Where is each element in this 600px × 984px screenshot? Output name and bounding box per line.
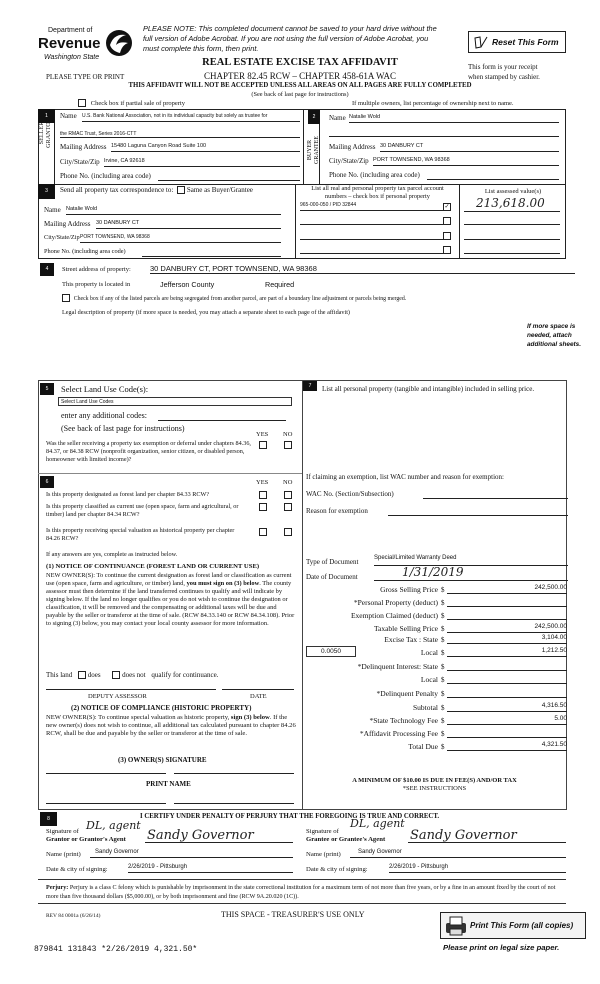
doc-type-label: Type of Document — [306, 558, 359, 566]
buyer-phone-field[interactable] — [427, 171, 559, 180]
local-rate-field[interactable]: 0.0050 — [306, 646, 356, 657]
owner-print-name-1[interactable] — [46, 798, 166, 804]
amount-row-gross: Gross Selling Price $ 242,500.00 — [380, 584, 567, 594]
section-8-badge: 8 — [40, 812, 57, 826]
assessed-value-2[interactable] — [464, 216, 560, 225]
notice-continuance-title: (1) NOTICE OF CONTINUANCE (FOREST LAND OR CURRENT USE) — [46, 563, 260, 570]
treasurer-use-label: THIS SPACE - TREASURER'S USE ONLY — [221, 910, 365, 919]
dor-swirl-icon — [104, 27, 134, 59]
logo-state: Washington State — [44, 54, 100, 61]
assessed-header: List assessed value(s) — [484, 188, 542, 195]
s5-no-header: NO — [283, 431, 293, 438]
segregated-checkbox[interactable] — [62, 294, 70, 302]
assessed-value-1[interactable]: 213,618.00 — [464, 196, 560, 212]
historic-yes-checkbox[interactable] — [259, 528, 267, 536]
type-or-print: PLEASE TYPE OR PRINT — [46, 73, 125, 81]
amount-row-taxable: Taxable Selling Price $ 242,500.00 — [373, 623, 567, 633]
land-use-heading: Select Land Use Code(s): — [61, 384, 149, 394]
forest-no-checkbox[interactable] — [284, 491, 292, 499]
corr-mailing-label: Mailing Address — [44, 220, 91, 228]
street-field[interactable]: 30 DANBURY CT, PORT TOWNSEND, WA 98368 — [150, 264, 575, 274]
section-5-badge: 5 — [40, 383, 54, 395]
grantor-sig-label: Signature of Grantor or Grantor's Agent — [46, 828, 126, 843]
grantee-sig-label: Signature of Grantee or Grantee's Agent — [306, 828, 386, 843]
section-3-badge: 3 — [38, 184, 55, 199]
receipt-note-1: This form is your receipt — [468, 63, 538, 71]
seller-city-field[interactable]: Irvine, CA 92618 — [104, 158, 300, 167]
exemption-heading: If claiming an exemption, list WAC number and reason for exemption: — [306, 473, 504, 481]
corr-city-label: City/State/Zip — [44, 234, 80, 241]
amount-row-tech-fee: *State Technology Fee $ 5.00 — [369, 715, 567, 725]
grantor-name-field[interactable]: Sandy Governor — [90, 849, 293, 858]
exemption-yes-checkbox[interactable] — [259, 441, 267, 449]
legal-description-label: Legal description of property (if more space is needed, you may attach a separate sheet to each page of the affidavit) — [62, 309, 350, 316]
notice-continuance-text: NEW OWNER(S): To continue the current designation as forest land or classification as current use (open space, farm and agriculture, or timber) land, you must sign on (3) below. The county assessor must then determine if the land transferred continues to qualify and will indicate by signing below. If the land no longer qualifies or you do not wish to continue the designation or classification, it will be removed and the compensating or additional taxes will be due and payable by the seller or transferor at the time of sale. (RCW 84.33.140 or RCW 84.34.108). Prior to signing (3) below, you may contact your local county assessor for more information. — [46, 572, 295, 627]
wac-field[interactable] — [423, 490, 568, 499]
owner-signature-field-2[interactable] — [174, 768, 294, 774]
grantee-name-field[interactable]: Sandy Governor — [350, 849, 566, 858]
amount-row-delinq-interest-state: *Delinquent Interest: State $ — [300, 661, 570, 671]
amount-row-excise-state: Excise Tax : State $ 3,104.00 — [384, 634, 567, 644]
assessed-value-3[interactable] — [464, 231, 560, 240]
historic-question: Is this property receiving special valuation as historical property per chapter 84.26 RCW? — [46, 527, 235, 542]
parties-divider-v — [303, 109, 304, 184]
required-note: Required — [265, 280, 295, 289]
amount-row-subtotal: Subtotal $ 4,316.50 — [412, 702, 567, 712]
doc-date-label: Date of Document — [306, 573, 358, 581]
doc-date-field[interactable]: 1/31/2019 — [374, 565, 568, 581]
assessor-date-field[interactable] — [222, 684, 294, 690]
s6-no-header: NO — [283, 479, 293, 486]
corr-mailing-field[interactable]: 30 DANBURY CT — [96, 220, 281, 229]
buyer-side-label: BUYER GRANTEE — [308, 124, 320, 184]
land-does-not-checkbox[interactable] — [112, 671, 120, 679]
buyer-city-label: City/State/Zip — [329, 157, 369, 165]
receipt-note-2: when stamped by cashier. — [468, 73, 540, 81]
assessed-value-4[interactable] — [464, 245, 560, 254]
seller-name-line2[interactable]: the RMAC Trust, Series 2016-CTT — [60, 128, 300, 138]
reason-label: Reason for exemption — [306, 507, 368, 515]
grantee-date-field[interactable]: 2/26/2019 - Pittsburgh — [389, 864, 566, 873]
corr-name-label: Name — [44, 206, 61, 214]
owner-signature-field-1[interactable] — [46, 768, 166, 774]
amount-row-delinq-interest-local: Local $ — [300, 674, 570, 684]
notice-compliance-title: (2) NOTICE OF COMPLIANCE (HISTORIC PROPERTY) — [71, 704, 252, 712]
buyer-name-field[interactable]: Natalie Wold — [349, 114, 559, 123]
doc-type-field[interactable]: Special/Limited Warranty Deed — [374, 555, 568, 566]
reset-book-icon — [473, 35, 489, 49]
if-yes-note: If any answers are yes, complete as instructed below. — [46, 551, 178, 558]
parcel-field-4[interactable] — [300, 245, 444, 254]
more-space-note: If more space is needed, attach additional sheets. — [527, 323, 581, 348]
form-subtitle: CHAPTER 82.45 RCW – CHAPTER 458-61A WAC — [204, 71, 396, 81]
certify-statement: I CERTIFY UNDER PENALTY OF PERJURY THAT THE FOREGOING IS TRUE AND CORRECT. — [140, 813, 440, 820]
corr-city-field[interactable]: PORT TOWNSEND, WA 98368 — [80, 234, 281, 243]
grantor-name-label: Name (print) — [46, 851, 81, 858]
lower-frame-bottom — [38, 809, 566, 810]
partial-sale-row: Check box if partial sale of property — [78, 99, 185, 107]
parcel-checkbox-3[interactable] — [443, 232, 451, 240]
land-does-checkbox[interactable] — [78, 671, 86, 679]
historic-no-checkbox[interactable] — [284, 528, 292, 536]
perjury-notice: Perjury: Perjury is a class C felony which is punishable by imprisonment in the state correctional institution for a maximum term of not more than five years, or by a fine in an amount fixed by the court of not more than five thousand dollars ($5,000.00), or by both imprisonment and fine (RCW 9A.20.020 (1C)). — [46, 885, 556, 900]
notice-compliance-text: NEW OWNER(S): To continue special valuation as historic property, sign (3) below. If the new owner(s) does not wish to continue, all additional tax calculated pursuant to chapter 84.26 RCW, shall be due and payable by the seller or transferor at the time of sale. — [46, 714, 296, 737]
forest-yes-checkbox[interactable] — [259, 491, 267, 499]
parcels-divider-v2 — [459, 184, 460, 259]
seller-mailing-label: Mailing Address — [60, 143, 107, 151]
reason-field[interactable] — [388, 507, 568, 516]
land-use-see-back: (See back of last page for instructions) — [61, 424, 185, 433]
s6-yes-header: YES — [256, 479, 269, 486]
parcel-field-2[interactable] — [300, 216, 444, 225]
parcel-field-1[interactable]: 965-000-050 / PID 32844 — [300, 202, 444, 211]
see-instructions-note: *SEE INSTRUCTIONS — [402, 785, 467, 792]
land-use-select[interactable]: Select Land Use Codes — [58, 397, 292, 406]
deputy-assessor-signature[interactable] — [46, 684, 216, 690]
corr-phone-label: Phone No. (including area code) — [44, 248, 126, 255]
logo-dept: Department of — [48, 27, 93, 34]
adobe-notice: PLEASE NOTE: This completed document cannot be saved to your hard drive without the full version of Adobe Acrobat. If you are not using the full version of Adobe Acrobat, you must complete this form, then print. — [143, 24, 437, 53]
printer-icon — [444, 915, 468, 937]
form-title: REAL ESTATE EXCISE TAX AFFIDAVIT — [202, 57, 398, 68]
grantee-date-label: Date & city of signing: — [306, 866, 368, 873]
cashier-receipt-stamp: 879841 131843 *2/26/2019 4,321.50* — [34, 945, 198, 954]
street-label: Street address of property: — [62, 266, 131, 273]
current-use-no-checkbox[interactable] — [284, 503, 292, 511]
parcel-checkbox-2[interactable] — [443, 217, 451, 225]
located-label: This property is located in — [62, 281, 131, 288]
buyer-name-label: Name — [329, 114, 346, 122]
buyer-name-line2[interactable] — [329, 129, 559, 137]
deputy-assessor-label: DEPUTY ASSESSOR — [88, 693, 147, 700]
parcel-checkbox-4[interactable] — [443, 246, 451, 254]
grantor-date-label: Date & city of signing: — [46, 866, 108, 873]
logo-name: Revenue — [38, 35, 101, 52]
same-as-buyer-checkbox[interactable] — [177, 186, 185, 194]
legal-paper-note: Please print on legal size paper. — [443, 943, 560, 952]
lower-frame-left — [38, 380, 39, 810]
seller-phone-label: Phone No. (including area code) — [60, 172, 151, 180]
seller-city-label: City/State/Zip — [60, 158, 100, 166]
county-select[interactable]: Jefferson County — [160, 280, 215, 289]
amount-row-processing-fee: *Affidavit Processing Fee $ — [300, 728, 570, 738]
print-form-button[interactable]: Print This Form (all copies) — [440, 912, 586, 939]
acceptance-warning: THIS AFFIDAVIT WILL NOT BE ACCEPTED UNLESS ALL AREAS ON ALL PAGES ARE FULLY COMPLETED — [128, 82, 472, 89]
amount-row-delinq-penalty: *Delinquent Penalty $ — [300, 688, 570, 698]
personal-property-label: List all personal property (tangible and intangible) included in selling price. — [322, 385, 535, 393]
seller-side-label: SELLER GRANTOR — [38, 123, 55, 184]
seller-name-line1[interactable]: U.S. Bank National Association, not in its individual capacity but solely as trustee for — [82, 113, 300, 122]
print-name-label: PRINT NAME — [146, 780, 191, 788]
perjury-bottom-rule — [38, 903, 566, 904]
forest-land-question: Is this property designated as forest land per chapter 84.33 RCW? — [46, 491, 210, 498]
current-use-yes-checkbox[interactable] — [259, 503, 267, 511]
section-7-badge: 7 — [303, 381, 317, 391]
owner-print-name-2[interactable] — [174, 798, 294, 804]
minimum-due-note: A MINIMUM OF $10.00 IS DUE IN FEE(S) AND/OR TAX — [352, 777, 517, 784]
s6-divider — [38, 473, 302, 474]
amount-row-personal: *Personal Property (deduct) $ — [300, 597, 570, 607]
legal-description-field[interactable] — [62, 318, 522, 368]
section-1-badge: 1 — [38, 109, 55, 123]
reset-form-button[interactable]: Reset This Form — [468, 31, 566, 53]
parcel-checkbox-1[interactable]: ✓ — [444, 204, 450, 210]
corr-name-field[interactable]: Natalie Wold — [66, 206, 281, 215]
exemption-question: Was the seller receiving a property tax exemption or deferral under chapters 84.36, 84.37, or 84.38 RCW (nonprofit organization, senior citizen, or disabled person, homeowner with limited income)? — [46, 440, 251, 463]
partial-sale-checkbox[interactable] — [78, 99, 86, 107]
owner-signature-title: (3) OWNER(S) SIGNATURE — [118, 756, 207, 764]
multiple-owners-note: If multiple owners, list percentage of ownership next to name. — [352, 100, 514, 107]
grantee-sig-annotation: DL, agent — [350, 817, 405, 830]
assessor-date-label: DATE — [250, 693, 267, 700]
personal-property-field[interactable] — [306, 410, 561, 440]
grantor-signature-field[interactable]: Sandy Governor — [145, 828, 293, 843]
revision-label: REV 84 0001a (6/26/14) — [46, 913, 101, 919]
correspondence-heading: Send all property tax correspondence to: Same as Buyer/Grantee — [60, 186, 253, 194]
section-4-badge: 4 — [40, 263, 54, 276]
seller-mailing-field[interactable]: 15480 Laguna Canyon Road Suite 100 — [111, 143, 300, 152]
exemption-no-checkbox[interactable] — [284, 441, 292, 449]
wac-label: WAC No. (Section/Subsection) — [306, 490, 394, 498]
grantee-signature-field[interactable]: Sandy Governor — [408, 828, 566, 843]
buyer-city-field[interactable]: PORT TOWNSEND, WA 98368 — [373, 157, 559, 166]
parcel-field-3[interactable] — [300, 231, 444, 240]
see-back-note: (See back of last page for instructions) — [251, 91, 349, 98]
buyer-phone-label: Phone No. (including area code) — [329, 171, 420, 179]
buyer-mailing-field[interactable]: 30 DANBURY CT — [380, 143, 559, 152]
continuance-row: This land does does not qualify for continuance. — [46, 671, 219, 679]
amount-row-excise-local: 0.0050 Local $ 1,212.50 — [300, 646, 570, 657]
grantor-date-field[interactable]: 2/26/2019 - Pittsburgh — [128, 864, 293, 873]
amount-row-exemption: Exemption Claimed (deduct) $ — [300, 610, 570, 620]
corr-phone-field[interactable] — [142, 248, 281, 257]
segregated-row: Check box if any of the listed parcels are being segregated from another parcel, are part of a boundary line adjustment or parcels being merged. — [62, 294, 406, 302]
amount-row-total-due: Total Due $ 4,321.50 — [408, 741, 567, 751]
section-2-badge: 2 — [308, 110, 320, 124]
grantee-name-label: Name (print) — [306, 851, 341, 858]
seller-name-label: Name — [60, 112, 77, 120]
seller-phone-field[interactable] — [158, 172, 300, 181]
parcels-header: List all real and personal property tax parcel account numbers – check box if personal property — [311, 185, 444, 200]
s5-yes-header: YES — [256, 431, 269, 438]
additional-codes-field[interactable] — [158, 411, 286, 421]
buyer-mailing-label: Mailing Address — [329, 143, 376, 151]
additional-codes-label: enter any additional codes: — [61, 411, 147, 420]
section8-bottom-rule — [38, 879, 566, 880]
section-6-badge: 6 — [40, 476, 54, 488]
current-use-question: Is this property classified as current use (open space, farm and agricultural, or timber) land per chapter 84.34 RCW? — [46, 503, 239, 518]
grantor-sig-annotation: DL, agent — [86, 819, 141, 832]
